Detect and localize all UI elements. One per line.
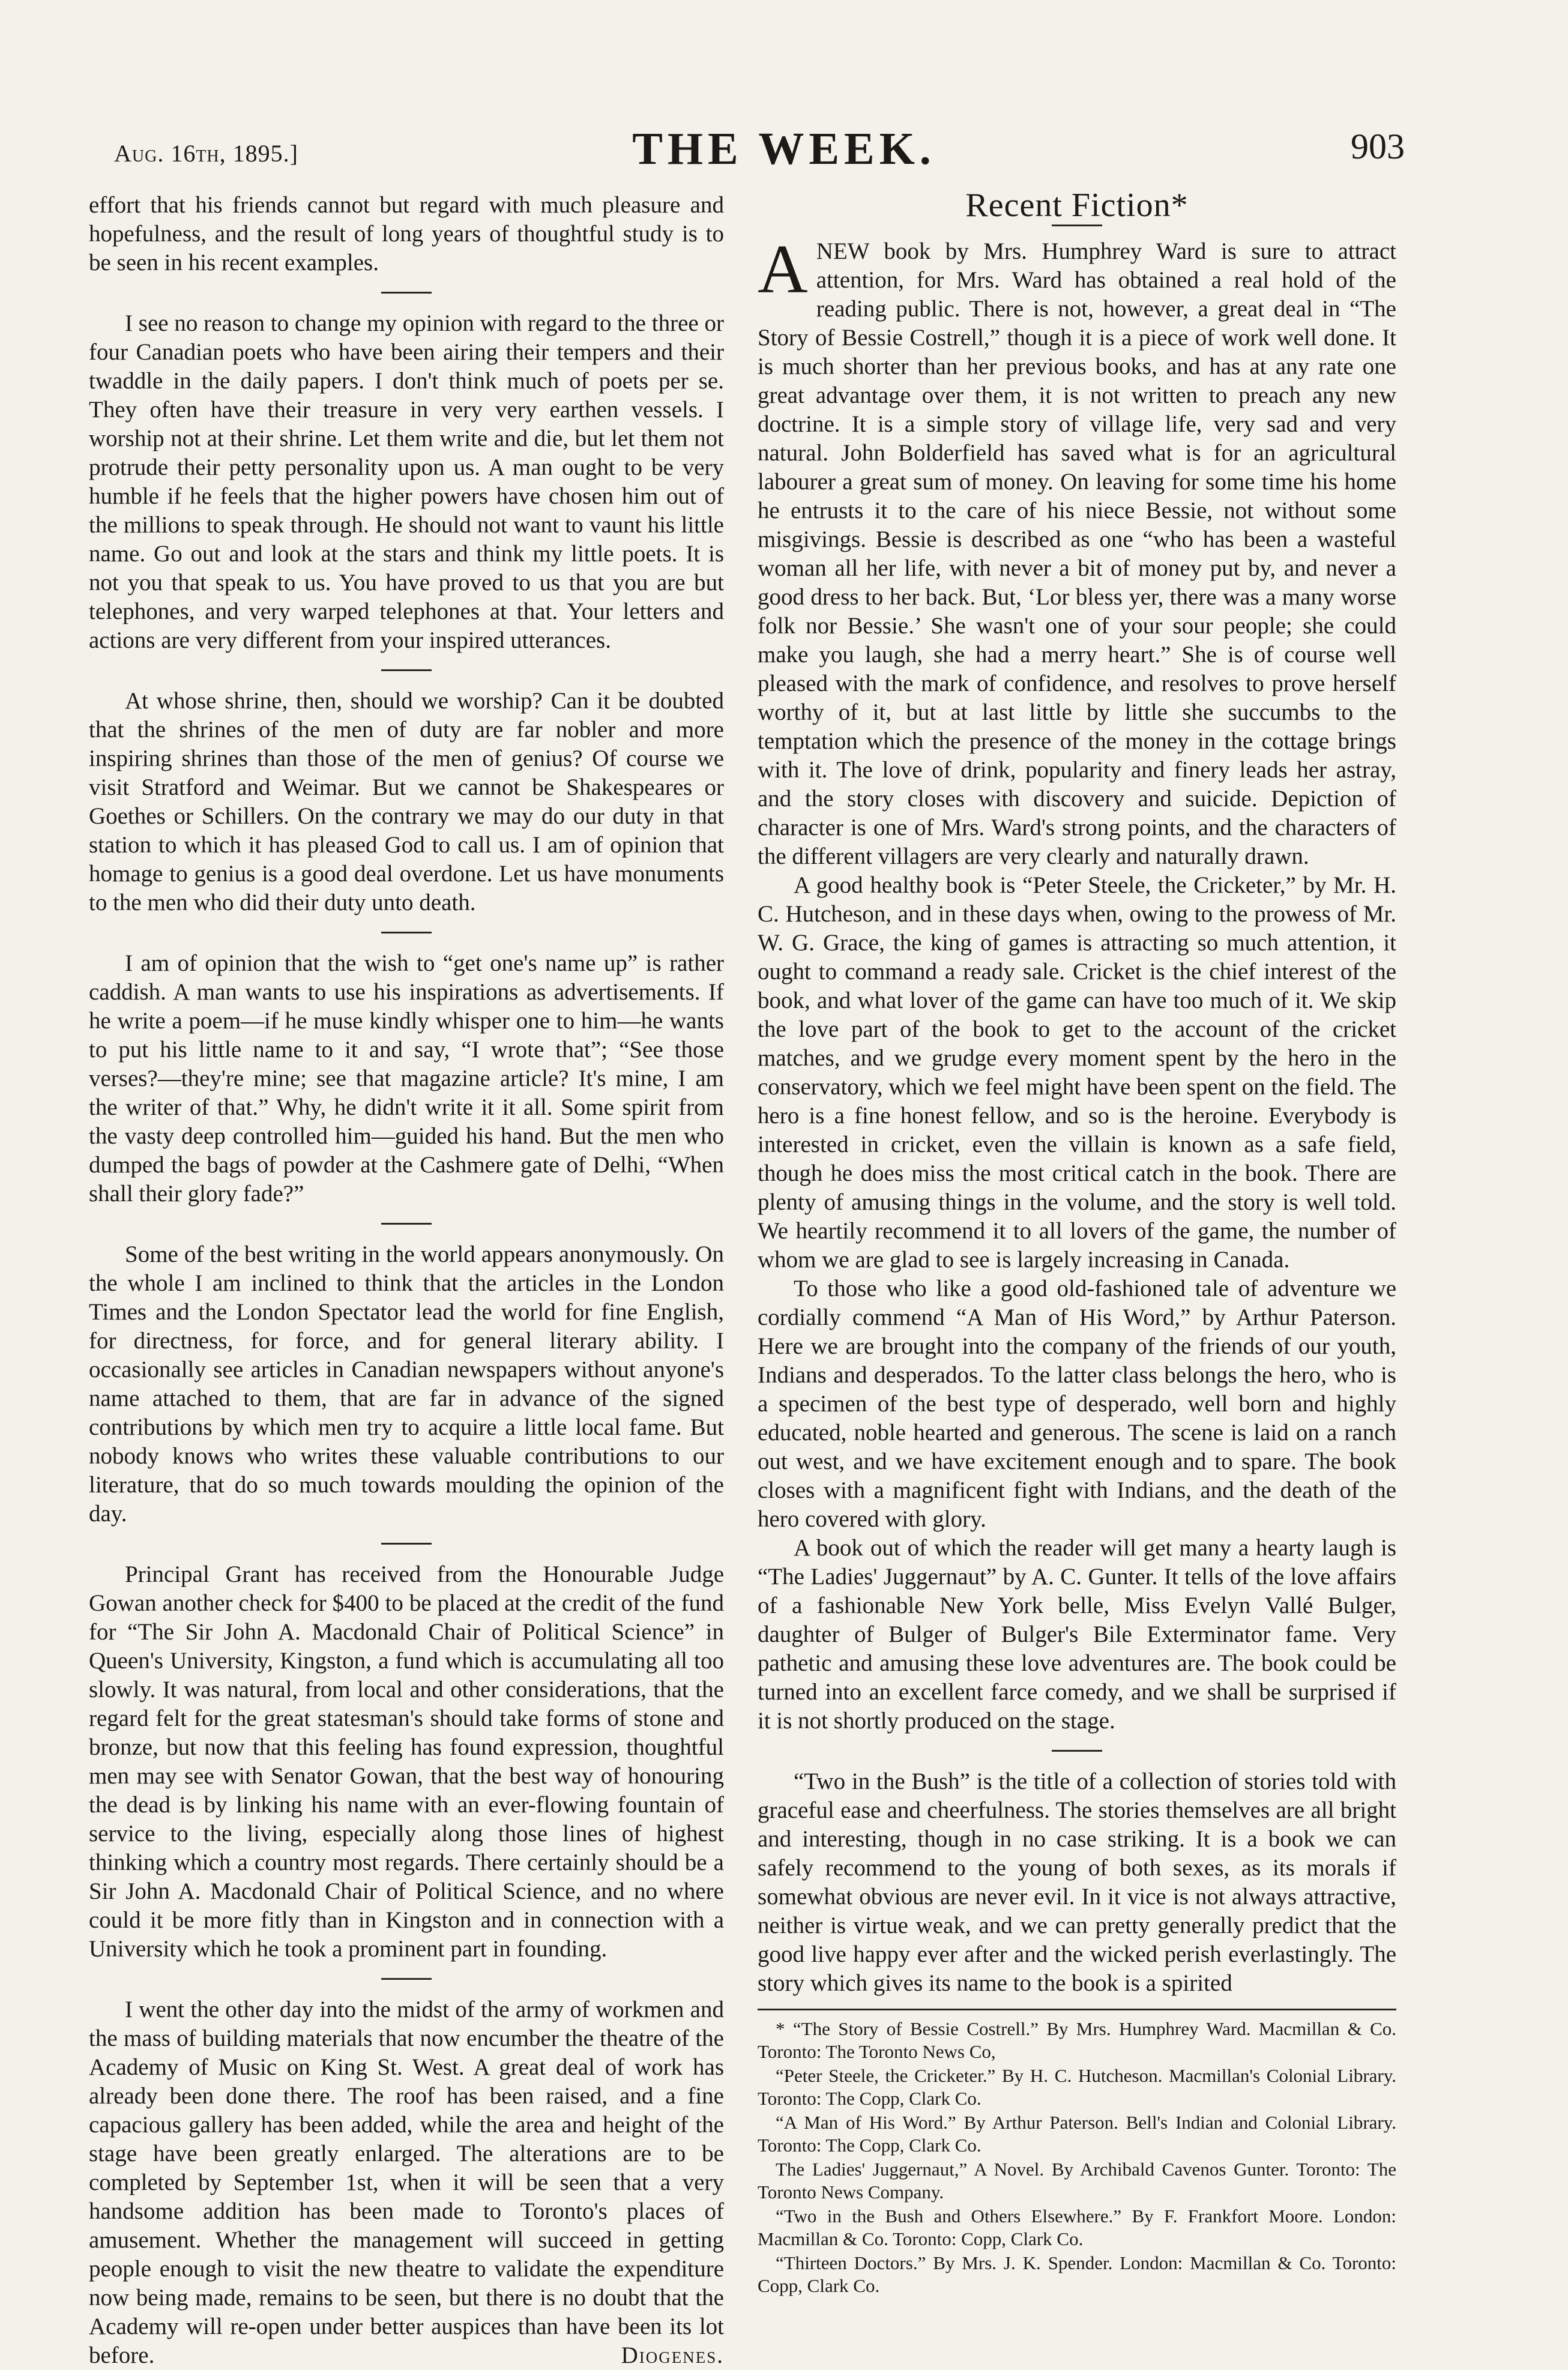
footnote: “A Man of His Word.” By Arthur Paterson. Bell's Indian and Colonial Library. Toronto: The Copp, Clark Co. bbox=[758, 2112, 1396, 2156]
footnote: The Ladies' Juggernaut,” A Novel. By Archibald Cavenos Gunter. Toronto: The Toronto News Company. bbox=[758, 2159, 1396, 2203]
page-number: 903 bbox=[1351, 127, 1405, 166]
section-divider bbox=[381, 932, 432, 933]
paragraph-academy-text: I went the other day into the midst of the army of workmen and the mass of building materials that now encumber the theatre of the Academy of Music on King St. West. A great deal of work has already been done there. The roof has been raised, and a fine capacious gallery has been added, while the area and height of the stage have been greatly enlarged. The alterations are to be completed by September 1st, when it will be seen that a very handsome addition has been made to Toronto's places of amusement. Whether the management will succeed in getting people enough to visit the new theatre to validate the expenditure now being made, remains to be seen, but there is no doubt that the Academy will re-open under better auspices than have been its lot before. bbox=[89, 1997, 724, 2368]
section-divider bbox=[381, 1543, 432, 1545]
section-divider bbox=[381, 1223, 432, 1225]
section-divider bbox=[381, 669, 432, 671]
review-two-in-the-bush: “Two in the Bush” is the title of a collection of stories told with graceful ease and cheerfulness. The stories themselves are all bright and interesting, though in no case striking. It is a book we can safely recommend to the young of both sexes, as its morals if somewhat obvious are never evil. In it vice is not always attractive, neither is virtue weak, and we can pretty generally predict that the good live happy ever after and the wicked perish everlastingly. The story which gives its name to the book is a spirited bbox=[758, 1768, 1396, 1996]
review-man-of-his-word: To those who like a good old-fashioned tale of adventure we cordially commend “A Man of His Word,” by Arthur Paterson. Here we are brought into the company of the friends of our youth, Indians and desperados. To the latter class belongs the hero, who is a specimen of the best type of desperado, well born and highly educated, noble hearted and generous. The scene is laid on a ranch out west, and we have excitement enough and to spare. The book closes with a magnificent fight with Indians, and the death of the hero covered with glory. bbox=[758, 1276, 1396, 1532]
footnote-rule bbox=[758, 2009, 1396, 2010]
paragraph-academy bbox=[89, 1995, 724, 2370]
paragraph-continuation: effort that his friends cannot but regard with much pleasure and hopefulness, and the result of long years of thoughtful study is to be seen in his recent examples. bbox=[89, 192, 724, 276]
paragraph-grant: Principal Grant has received from the Honourable Judge Gowan another check for $400 to be placed at the credit of the fund for “The Sir John A. Macdonald Chair of Political Science” in Queen's University, Kingston, a fund which is accumulating all too slowly. It was natural, from local and other considerations, that the regard felt for the great statesman's should take forms of stone and bronze, but now that this feeling has found expression, thoughtful men may see with Senator Gowan, that the best way of honouring the dead is by linking his name with an ever-flowing fountain of service to the living, especially along those lines of highest thinking which a country most regards. There certainly should be a Sir John A. Macdonald Chair of Political Science, and no where could it be more fitly than in Kingston and in connection with a University which he took a prominent part in founding. bbox=[89, 1561, 724, 1962]
footnote: “Two in the Bush and Others Elsewhere.” By F. Frankfort Moore. London: Macmillan & Co. Toronto: Copp, Clark Co. bbox=[758, 2206, 1396, 2249]
footnote: “Peter Steele, the Cricketer.” By H. C. Hutcheson. Macmillan's Colonial Library. Toronto: The Copp, Clark Co. bbox=[758, 2065, 1396, 2109]
section-divider bbox=[381, 1978, 432, 1980]
drop-cap: A bbox=[758, 231, 808, 308]
footnote: * “The Story of Bessie Costrell.” By Mrs. Humphrey Ward. Macmillan & Co. Toronto: The Toronto News Co, bbox=[758, 2018, 1396, 2062]
section-divider bbox=[381, 292, 432, 294]
signature: Diogenes. bbox=[621, 2342, 724, 2368]
title-divider bbox=[1052, 225, 1102, 226]
review-peter-steele: A good healthy book is “Peter Steele, the Cricketer,” by Mr. H. C. Hutcheson, and in these days when, owing to the prowess of Mr. W. G. Grace, the king of games is attracting so much attention, it ought to command a ready sale. Cricket is the chief interest of the book, and what lover of the game can have too much of it. We skip the love part of the book to get to the account of the cricket matches, and we grudge every moment spent by the hero in the conservatory, which we feel might have been spent on the field. The hero is a fine honest fellow, and so is the heroine. Everybody is interested in cricket, even the villain is known as a safe field, though he does miss the most critical catch in the book. There are plenty of amusing things in the volume, and the story is well told. We heartily recommend it to all lovers of the game, the number of whom we are glad to see is largely increasing in Canada. bbox=[758, 872, 1396, 1273]
paragraph-name-up: I am of opinion that the wish to “get one's name up” is rather caddish. A man wants to use his inspirations as advertisements. If he write a poem—if he muse kindly whisper one to him—he wants to put his little name to it and say, “I wrote that”; “See those verses?—they're mine; see that magazine article? It's mine, I am the writer of that.” Why, he didn't write it it all. Some spirit from the vasty deep controlled him—guided his hand. But the men who dumped the bags of powder at the Cashmere gate of Delhi, “When shall their glory fade?” bbox=[89, 950, 724, 1207]
masthead-title: THE WEEK. bbox=[632, 124, 936, 174]
footnote: “Thirteen Doctors.” By Mrs. J. K. Spender. London: Macmillan & Co. Toronto: Copp, Clark Co. bbox=[758, 2252, 1396, 2296]
review-bessie-costrell-text: NEW book by Mrs. Humphrey Ward is sure to attract attention, for Mrs. Ward has obtained a real hold of the reading public. There is not, however, a great deal in “The Story of Bessie Costrell,” though it is a piece of work well done. It is much shorter than her previous books, and has at any rate one great advantage over them, it is not written to preach any new doctrine. It is a simple story of village life, very sad and very natural. John Bolderfield has saved what is for an agricultural labourer a great sum of money. On leaving for some time his home he entrusts it to the care of his niece Bessie, not without some misgivings. Bessie is described as one “who has been a wasteful woman all her life, with never a bit of money put by, and never a good dress to her back. But, ‘Lor bless yer, there was a many worse folk nor Bessie.’ She wasn't one of your sour people; she could make you laugh, she had a merry heart.” She is of course well pleased with the mark of confidence, and resolves to prove herself worthy of it, but at last little by little she succumbs to the temptation which the presence of the money in the cottage brings with it. The love of drink, popularity and finery leads her astray, and the story closes with discovery and suicide. Depiction of character is one of Mrs. Ward's strong points, and the characters of the different villagers are very clearly and naturally drawn. bbox=[758, 238, 1396, 869]
review-ladies-juggernaut: A book out of which the reader will get many a hearty laugh is “The Ladies' Juggernaut” by A. C. Gunter. It tells of the love affairs of a fashionable New York belle, Miss Evelyn Vallé Bulger, daughter of Bulger of Bulger's Bile Exterminator fame. Very pathetic and amusing these love adventures are. The book could be turned into an excellent farce comedy, and we shall be surprised if it is not shortly produced on the stage. bbox=[758, 1535, 1396, 1734]
issue-date: Aug. 16th, 1895.] bbox=[114, 140, 298, 167]
section-divider bbox=[1052, 1750, 1102, 1752]
review-bessie-costrell bbox=[758, 231, 1396, 871]
section-title: Recent Fiction* bbox=[965, 187, 1189, 224]
paragraph-anonymous: Some of the best writing in the world appears anonymously. On the whole I am inclined to think that the articles in the London Times and the London Spectator lead the world for fine English, for directness, for force, and for general literary ability. I occasionally see articles in Canadian newspapers without anyone's name attached to them, that are far in advance of the signed contributions by which men try to acquire a little local fame. But nobody knows who writes these valuable contributions to our literature, that do so much towards moulding the opinion of the day. bbox=[89, 1241, 724, 1527]
paragraph-shrine: At whose shrine, then, should we worship? Can it be doubted that the shrines of the men of duty are far nobler and more inspiring shrines than those of the men of genius? Of course we visit Stratford and Weimar. But we cannot be Shakespeares or Goethes or Schillers. On the contrary we may do our duty in that station to which it has pleased God to call us. I am of opinion that homage to genius is a good deal overdone. Let us have monuments to the men who did their duty unto death. bbox=[89, 688, 724, 915]
paragraph-poets: I see no reason to change my opinion with regard to the three or four Canadian poets who have been airing their tempers and their twaddle in the daily papers. I don't think much of poets per se. They often have their treasure in very very earthen vessels. I worship not at their shrine. Let them write and die, but let them not protrude their petty personality upon us. A man ought to be very humble if he feels that the higher powers have chosen him out of the millions to speak through. He should not want to vaunt his little name. Go out and look at the stars and think my little poets. It is not you that speak to us. You have proved to us that you are but telephones, and very warped telephones at that. Your letters and actions are very different from your inspired utterances. bbox=[89, 310, 724, 653]
right-column bbox=[758, 187, 1396, 2299]
left-column bbox=[89, 191, 724, 2370]
footnotes bbox=[758, 2018, 1396, 2297]
